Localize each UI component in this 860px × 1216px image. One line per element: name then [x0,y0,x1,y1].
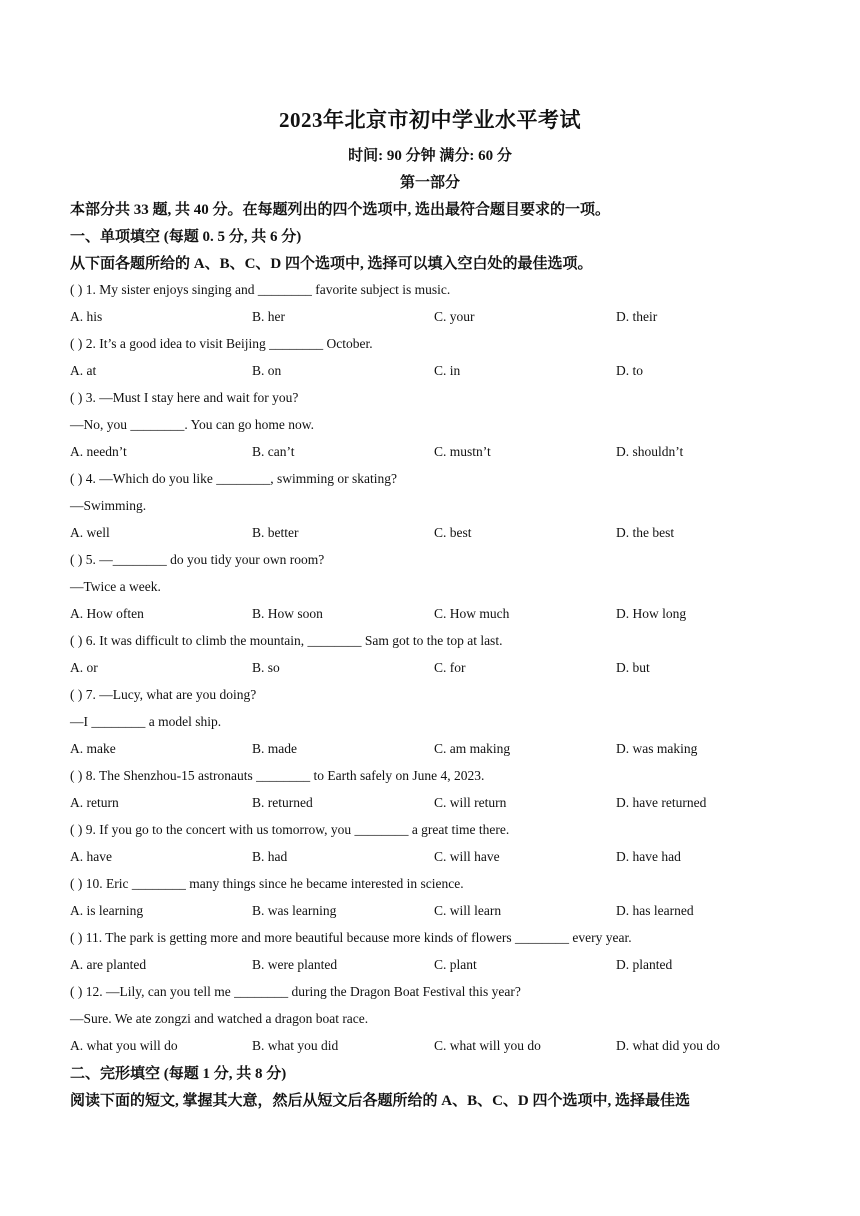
answer-option-c: C. your [434,309,475,324]
section2-title: 二、完形填空 (每题 1 分, 共 8 分) [70,1066,287,1082]
answer-option-d: D. How long [616,606,687,621]
question-stem: ( ) 4. —Which do you like ________, swimming or skating? [70,471,397,486]
answer-option-c: C. best [434,525,472,540]
answer-option-d: D. has learned [616,903,694,918]
answer-option-c: C. am making [434,741,511,756]
answer-option-d: D. what did you do [616,1038,720,1053]
answer-option-d: D. was making [616,741,698,756]
answer-option-a: A. his [70,309,103,324]
answer-option-c: C. will learn [434,903,502,918]
part-intro: 本部分共 33 题, 共 40 分。在每题列出的四个选项中, 选出最符合题目要求的一项。 [70,202,611,218]
answer-option-b: B. on [252,363,282,378]
answer-option-d: D. shouldn’t [616,444,684,459]
section1-instruction: 从下面各题所给的 A、B、C、D 四个选项中, 选择可以填入空白处的最佳选项。 [70,256,593,272]
part-heading: 第一部分 [399,175,460,191]
question-dialogue-line: —Swimming. [70,498,147,513]
exam-title: 2023年北京市初中学业水平考试 [279,108,581,132]
question-stem: ( ) 3. —Must I stay here and wait for you? [70,390,299,405]
answer-option-b: B. returned [252,795,313,810]
answer-option-d: D. have returned [616,795,707,810]
answer-option-a: A. How often [70,606,144,621]
question-dialogue-line: —Twice a week. [70,579,161,594]
question-stem: ( ) 5. —________ do you tidy your own room? [70,552,325,567]
question-stem: ( ) 9. If you go to the concert with us tomorrow, you ________ a great time there. [70,822,510,837]
question-stem: ( ) 2. It’s a good idea to visit Beijing ________ October. [70,336,373,351]
answer-option-a: A. make [70,741,116,756]
answer-option-b: B. what you did [252,1038,339,1053]
answer-option-a: A. are planted [70,957,147,972]
answer-option-c: C. in [434,363,461,378]
answer-option-b: B. can’t [252,444,295,459]
answer-option-a: A. return [70,795,119,810]
answer-option-c: C. what will you do [434,1038,541,1053]
answer-option-a: A. at [70,363,97,378]
question-stem: ( ) 6. It was difficult to climb the mountain, ________ Sam got to the top at last. [70,633,503,648]
answer-option-c: C. mustn’t [434,444,491,459]
answer-option-a: A. what you will do [70,1038,178,1053]
answer-option-b: B. had [252,849,288,864]
question-stem: ( ) 7. —Lucy, what are you doing? [70,687,257,702]
answer-option-d: D. but [616,660,650,675]
answer-option-d: D. have had [616,849,681,864]
answer-option-d: D. planted [616,957,673,972]
question-stem: ( ) 11. The park is getting more and more beautiful because more kinds of flowers ________ every year. [70,930,632,945]
question-dialogue-line: —I ________ a model ship. [70,714,222,729]
answer-option-b: B. were planted [252,957,338,972]
answer-option-b: B. her [252,309,285,324]
answer-option-a: A. needn’t [70,444,127,459]
answer-option-c: C. will return [434,795,507,810]
answer-option-a: A. have [70,849,112,864]
answer-option-b: B. was learning [252,903,337,918]
answer-option-b: B. better [252,525,299,540]
question-stem: ( ) 12. —Lily, can you tell me ________ during the Dragon Boat Festival this year? [70,984,521,999]
answer-option-d: D. their [616,309,658,324]
question-stem: ( ) 1. My sister enjoys singing and ________ favorite subject is music. [70,282,451,297]
answer-option-c: C. for [434,660,466,675]
answer-option-b: B. so [252,660,280,675]
section1-title: 一、单项填空 (每题 0. 5 分, 共 6 分) [70,229,302,245]
question-dialogue-line: —Sure. We ate zongzi and watched a dragon boat race. [70,1011,369,1026]
answer-option-b: B. How soon [252,606,323,621]
answer-option-b: B. made [252,741,297,756]
answer-option-c: C. How much [434,606,510,621]
section2-instruction: 阅读下面的短文, 掌握其大意，然后从短文后各题所给的 A、B、C、D 四个选项中, 选择最佳选 [70,1093,691,1109]
answer-option-c: C. plant [434,957,477,972]
exam-time-score: 时间: 90 分钟 满分: 60 分 [348,148,512,164]
question-dialogue-line: —No, you ________. You can go home now. [70,417,314,432]
question-stem: ( ) 10. Eric ________ many things since he became interested in science. [70,876,464,891]
answer-option-a: A. or [70,660,98,675]
answer-option-a: A. well [70,525,110,540]
answer-option-c: C. will have [434,849,500,864]
answer-option-d: D. to [616,363,643,378]
answer-option-d: D. the best [616,525,675,540]
answer-option-a: A. is learning [70,903,144,918]
question-stem: ( ) 8. The Shenzhou-15 astronauts ________ to Earth safely on June 4, 2023. [70,768,485,783]
